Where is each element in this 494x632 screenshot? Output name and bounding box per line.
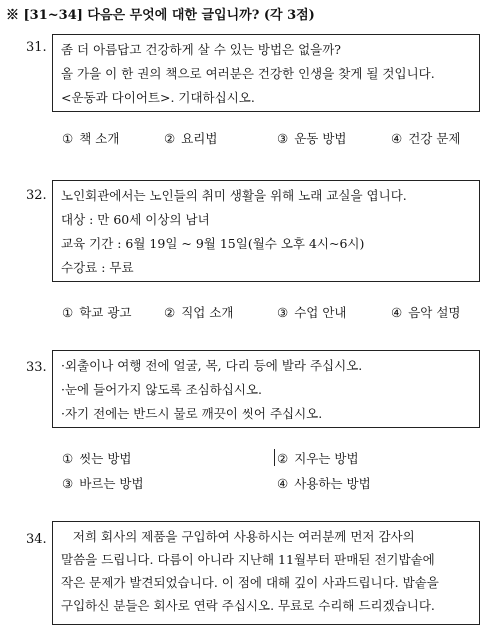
question-32-option-3[interactable]: ③ 수업 안내: [277, 305, 347, 320]
question-31-box: [52, 34, 480, 112]
question-34-box: [52, 521, 480, 625]
section-header: ※ [31~34] 다음은 무엇에 대한 글입니까? (각 3점): [6, 8, 315, 23]
question-31-option-1[interactable]: ① 책 소개: [62, 131, 120, 146]
question-31-line-2: 올 가을 이 한 권의 책으로 여러분은 건강한 인생을 찾게 될 것입니다.: [61, 66, 435, 81]
question-31-option-4[interactable]: ④ 건강 문제: [391, 131, 461, 146]
question-32-line-1: 노인회관에서는 노인들의 취미 생활을 위해 노래 교실을 엽니다.: [61, 188, 407, 203]
question-33-line-2: ·눈에 들어가지 않도록 조심하십시오.: [61, 382, 262, 397]
question-32-option-4[interactable]: ④ 음악 설명: [391, 305, 461, 320]
question-31-line-1: 좀 더 아름답고 건강하게 살 수 있는 방법은 없을까?: [61, 42, 341, 57]
question-31-option-3[interactable]: ③ 운동 방법: [277, 131, 347, 146]
question-34-line-1: 저희 회사의 제품을 구입하여 사용하시는 여러분께 먼저 감사의: [61, 529, 415, 544]
question-34-line-4: 구입하신 분들은 회사로 연락 주십시오. 무료로 수리해 드리겠습니다.: [61, 598, 435, 613]
question-33-box: [52, 350, 480, 428]
question-34-number: 34.: [26, 532, 47, 547]
question-33-option-3[interactable]: ③ 바르는 방법: [62, 476, 144, 491]
question-32-line-4: 수강료 : 무료: [61, 260, 134, 275]
option-divider: [274, 449, 275, 466]
question-34-line-3: 작은 문제가 발견되었습니다. 이 점에 대해 깊이 사과드립니다. 밥솥을: [61, 575, 439, 590]
question-32-line-3: 교육 기간 : 6월 19일 ~ 9월 15일(월수 오후 4시~6시): [61, 236, 365, 251]
question-32-option-1[interactable]: ① 학교 광고: [62, 305, 132, 320]
question-33-line-3: ·자기 전에는 반드시 물로 깨끗이 씻어 주십시오.: [61, 406, 323, 421]
question-32-option-2[interactable]: ② 직업 소개: [164, 305, 234, 320]
question-33-option-2[interactable]: ② 지우는 방법: [277, 451, 359, 466]
question-32-line-2: 대상 : 만 60세 이상의 남녀: [61, 212, 210, 227]
question-31-line-3: <운동과 다이어트>. 기대하십시오.: [61, 90, 255, 105]
question-33-line-1: ·외출이나 여행 전에 얼굴, 목, 다리 등에 발라 주십시오.: [61, 358, 363, 373]
question-33-number: 33.: [26, 360, 47, 375]
question-33-option-4[interactable]: ④ 사용하는 방법: [277, 476, 371, 491]
question-33-option-1[interactable]: ① 씻는 방법: [62, 451, 132, 466]
question-31-option-2[interactable]: ② 요리법: [164, 131, 218, 146]
question-34-line-2: 말씀을 드립니다. 다름이 아니라 지난해 11월부터 판매된 전기밥솥에: [61, 552, 435, 567]
question-32-box: [52, 180, 480, 282]
question-31-number: 31.: [26, 40, 47, 55]
question-32-number: 32.: [26, 188, 47, 203]
